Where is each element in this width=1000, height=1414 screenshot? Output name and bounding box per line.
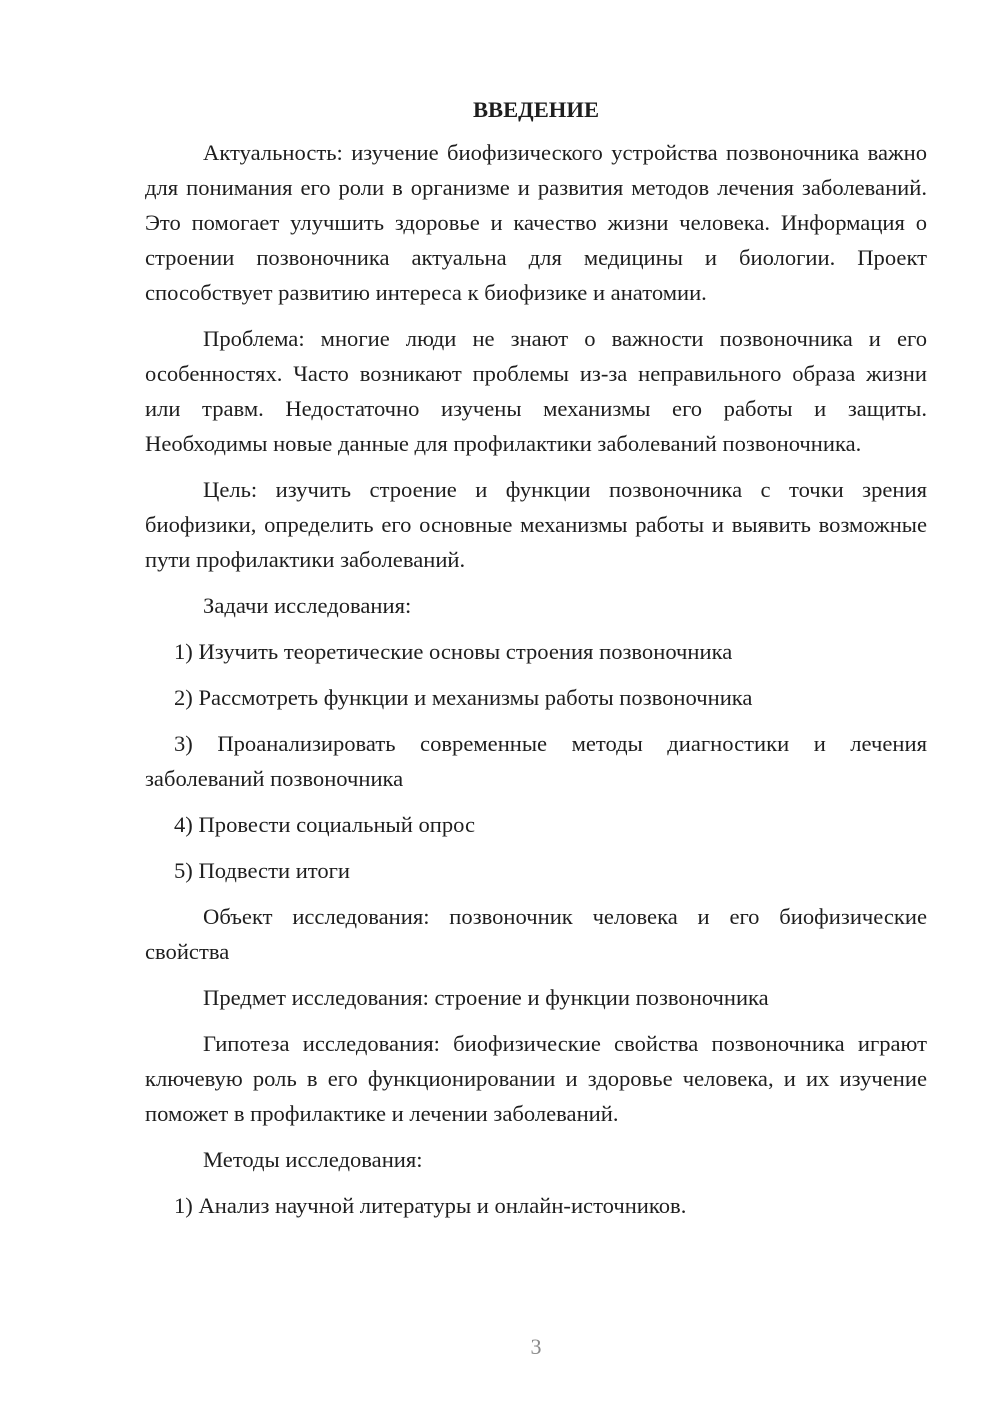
paragraph-subject: Предмет исследования: строение и функции позвоночника <box>203 985 769 1010</box>
paragraph-problem: Проблема: многие люди не знают о важности позвоночника и его особенностях. Часто возникают проблемы из-за неправильного образа жизни или травм. Недостаточно изучены механизмы его работы и защиты. Необходимы новые данные для профилактики заболеваний позвоночника. <box>145 326 927 456</box>
page-number: 3 <box>530 1334 542 1359</box>
tasks-heading: Задачи исследования: <box>203 593 412 618</box>
task-item: 2) Рассмотреть функции и механизмы работы позвоночника <box>174 685 753 710</box>
paragraph-relevance: Актуальность: изучение биофизического устройства позвоночника важно для понимания его роли в организме и развития методов лечения заболеваний. Это помогает улучшить здоровье и качество жизни человека. Информация о строении позвоночника актуальна для медицины и биологии. Проект способствует развитию интереса к биофизике и анатомии. <box>145 140 927 305</box>
task-item: 3) Проанализировать современные методы диагностики и лечения заболеваний позвоночника <box>145 731 927 791</box>
section-title: ВВЕДЕНИЕ <box>472 97 600 122</box>
paragraph-hypothesis: Гипотеза исследования: биофизические свойства позвоночника играют ключевую роль в его функционировании и здоровье человека, и их изучение поможет в профилактике и лечении заболеваний. <box>145 1031 927 1126</box>
task-item: 4) Провести социальный опрос <box>174 812 476 837</box>
methods-heading: Методы исследования: <box>203 1147 423 1172</box>
method-item: 1) Анализ научной литературы и онлайн-источников. <box>174 1193 687 1218</box>
task-item: 1) Изучить теоретические основы строения позвоночника <box>174 639 733 664</box>
task-item: 5) Подвести итоги <box>174 858 351 883</box>
document-page <box>145 95 927 1234</box>
paragraph-object: Объект исследования: позвоночник человека и его биофизические свойства <box>145 904 927 964</box>
paragraph-goal: Цель: изучить строение и функции позвоночника с точки зрения биофизики, определить его основные механизмы работы и выявить возможные пути профилактики заболеваний. <box>145 477 927 572</box>
